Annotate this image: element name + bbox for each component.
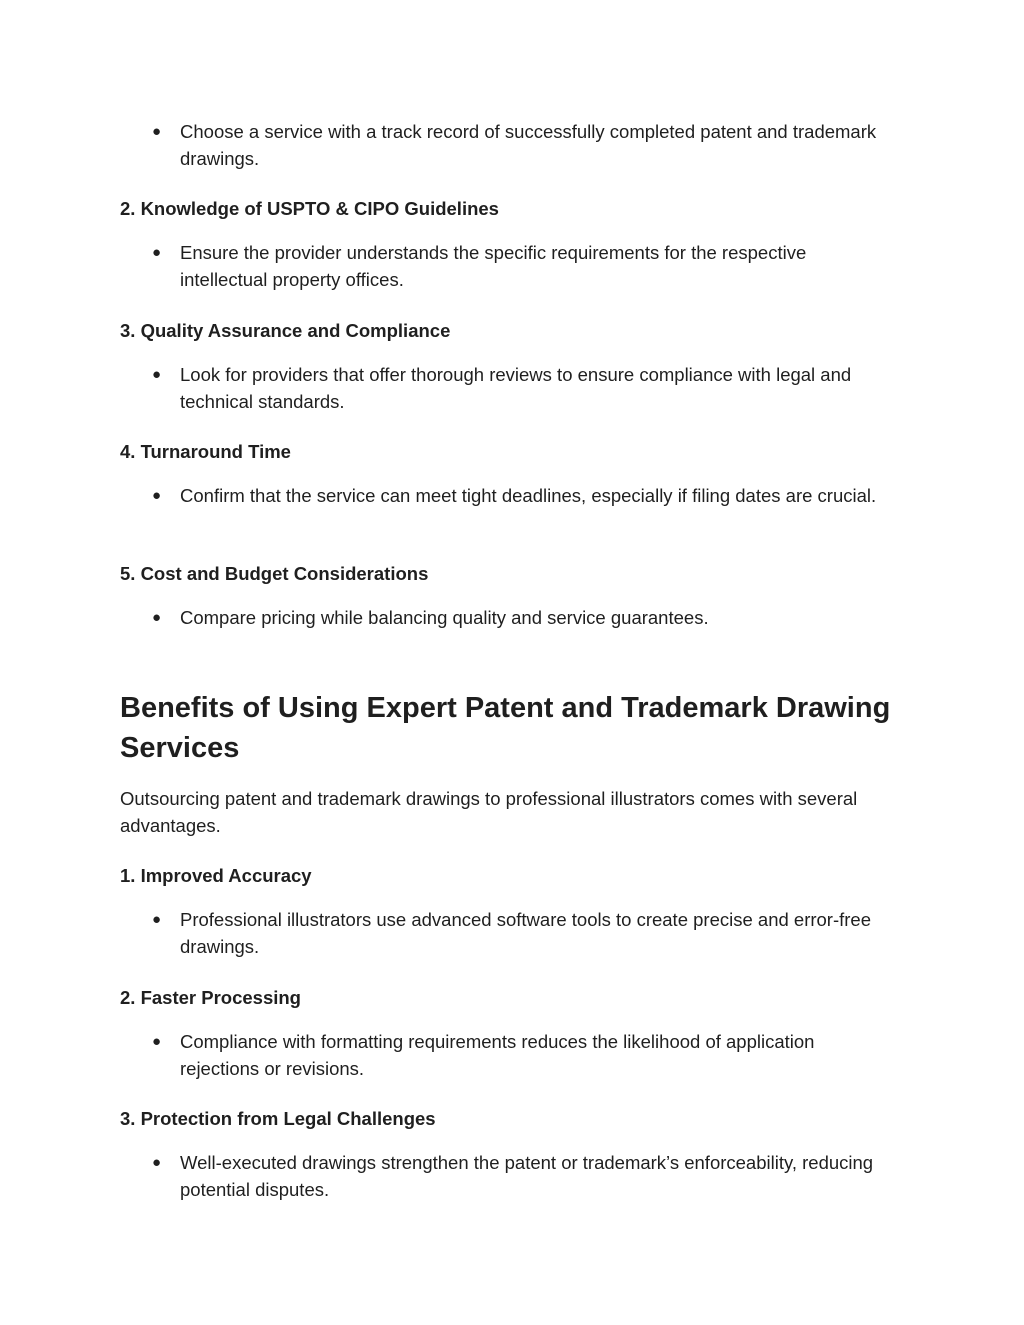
list-item-text: Professional illustrators use advanced software tools to create precise and error-free drawings.	[180, 909, 872, 957]
section-heading-processing: 2. Faster Processing	[120, 987, 301, 1008]
section-heading-legal: 3. Protection from Legal Challenges	[120, 1108, 436, 1129]
list-item-text: Well-executed drawings strengthen the patent or trademark’s enforceability, reducing potential disputes.	[180, 1152, 874, 1200]
bullet-icon: ●	[152, 609, 162, 626]
list-item-text: Look for providers that offer thorough reviews to ensure compliance with legal and technical standards.	[180, 364, 852, 412]
page-title: Benefits of Using Expert Patent and Trademark Drawing Services	[120, 692, 891, 764]
list-item	[152, 605, 882, 632]
list-item	[152, 362, 882, 415]
list-item	[152, 119, 882, 172]
bullet-icon: ●	[152, 123, 162, 140]
list-item	[152, 907, 882, 960]
bullet-icon: ●	[152, 366, 162, 383]
list-item	[152, 1029, 882, 1082]
section-heading-turnaround: 4. Turnaround Time	[120, 441, 291, 462]
bullet-icon: ●	[152, 487, 162, 504]
list-item-text: Ensure the provider understands the specific requirements for the respective intellectual property offices.	[180, 242, 807, 290]
bullet-icon: ●	[152, 1033, 162, 1050]
list-item	[152, 483, 882, 510]
list-item-text: Compliance with formatting requirements reduces the likelihood of application rejections or revisions.	[180, 1031, 815, 1079]
list-item	[152, 240, 882, 293]
list-item-text: Choose a service with a track record of successfully completed patent and trademark drawings.	[180, 121, 877, 169]
section-heading-cost: 5. Cost and Budget Considerations	[120, 563, 429, 584]
bullet-icon: ●	[152, 244, 162, 261]
bullet-icon: ●	[152, 1154, 162, 1171]
list-item	[152, 1150, 882, 1203]
bullet-icon: ●	[152, 911, 162, 928]
section-heading-uspto-cipo: 2. Knowledge of USPTO & CIPO Guidelines	[120, 198, 499, 219]
intro-paragraph: Outsourcing patent and trademark drawings to professional illustrators comes with several advantages.	[120, 788, 858, 836]
section-heading-accuracy: 1. Improved Accuracy	[120, 865, 312, 886]
list-item-text: Compare pricing while balancing quality and service guarantees.	[180, 607, 709, 628]
list-item-text: Confirm that the service can meet tight deadlines, especially if filing dates are crucial.	[180, 485, 877, 506]
section-heading-quality: 3. Quality Assurance and Compliance	[120, 320, 451, 341]
